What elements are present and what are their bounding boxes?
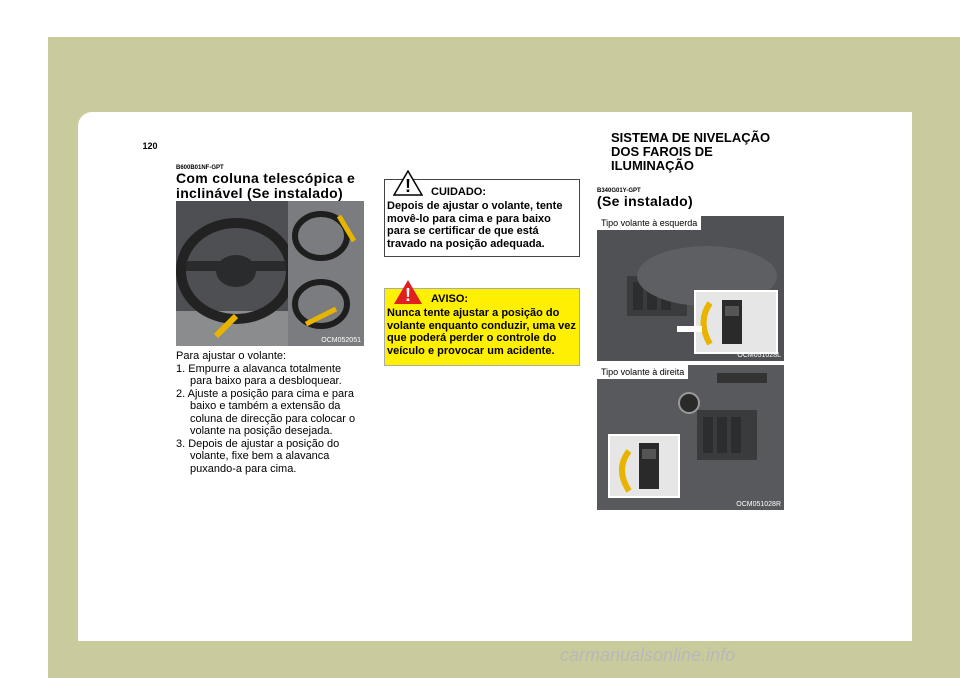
caution-text: Depois de ajustar o volante, tente movê-lo para cima e para baixo para se certificar de que está travado na posição adequada. <box>387 200 563 250</box>
instruction-step: 3. Depois de ajustar a posição do volante, fixe bem a alavanca puxando-a para cima. <box>176 437 340 475</box>
warning-box <box>384 285 580 366</box>
section-title: SISTEMA DE NIVELAÇÃO DOS FAROIS DE ILUMINAÇÃO <box>611 130 771 173</box>
right-drive-label: Tipo volante à direita <box>597 365 688 379</box>
left-drive-image <box>597 216 784 361</box>
right-heading <box>597 188 787 209</box>
chapter-title: CARACTERÍSTICAS DO SEU HYUNDAI <box>166 117 321 126</box>
caution-box <box>384 176 580 257</box>
left-drive-label: Tipo volante à esquerda <box>597 216 701 230</box>
image-code: OCM051028R <box>736 501 781 508</box>
section-heading: (Se instalado) <box>597 193 693 209</box>
right-drive-illustration <box>597 365 784 510</box>
steering-wheel-image <box>176 201 364 346</box>
section-code: B600B01NF-GPT <box>176 165 224 171</box>
caution-title: CUIDADO: <box>431 186 486 198</box>
warning-triangle-icon <box>393 279 423 305</box>
chapter-number: 1 <box>152 112 163 133</box>
page-number: 120 <box>126 138 174 155</box>
image-code: OCM052051 <box>321 337 361 344</box>
warning-triangle-icon <box>393 170 423 196</box>
instruction-steps <box>176 363 366 476</box>
instruction-step: 1. Empurre a alavanca totalmente para baixo para a desbloquear. <box>176 362 342 387</box>
section-code: B340G01Y-GPT <box>597 188 641 194</box>
warning-title: AVISO: <box>431 293 469 305</box>
steering-wheel-illustration <box>176 201 364 346</box>
svg-text:!: ! <box>405 285 411 305</box>
right-drive-image <box>597 365 784 510</box>
image-code: OCM051028L <box>737 352 781 359</box>
watermark: carmanualsonline.info <box>560 645 736 665</box>
instruction-step: 2. Ajuste a posição para cima e para baixo e também a extensão da coluna de direcção para colocar o volante na posição desejada. <box>176 387 356 437</box>
instructions-intro: Para ajustar o volante: <box>176 350 287 362</box>
left-heading <box>176 165 364 201</box>
svg-text:!: ! <box>405 176 411 196</box>
left-drive-illustration <box>597 216 784 361</box>
instructions <box>176 350 366 475</box>
section-heading: Com coluna telescópica e inclinável (Se instalado) <box>176 170 356 201</box>
warning-text: Nunca tente ajustar a posição do volante enquanto conduzir, uma vez que poderá perder o controle do veículo e provocar um acidente. <box>387 307 576 357</box>
